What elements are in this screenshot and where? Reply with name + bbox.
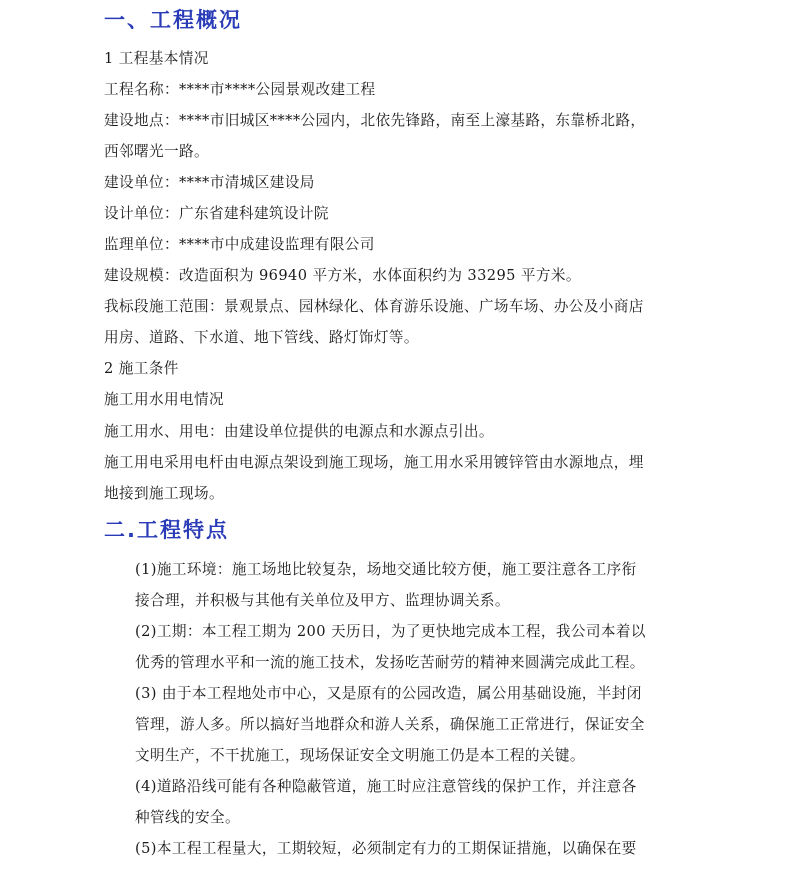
location-line-2: 西邻曙光一路。 <box>104 143 209 160</box>
subsection-title-conditions: 2 施工条件 <box>104 360 179 377</box>
feature-item-line: (4)道路沿线可能有各种隐蔽管道，施工时应注意管线的保护工作，并注意各 <box>135 778 637 795</box>
client-line: 建设单位：****市清城区建设局 <box>104 174 315 191</box>
water-power-line: 施工用水、用电：由建设单位提供的电源点和水源点引出。 <box>104 423 494 440</box>
feature-item-line: 种管线的安全。 <box>135 809 240 826</box>
feature-item-line: 文明生产，不干扰施工，现场保证安全文明施工仍是本工程的关键。 <box>135 747 585 764</box>
feature-item-line: (1)施工环境：施工场地比较复杂，场地交通比较方便，施工要注意各工序衔 <box>135 561 637 578</box>
scope-line-1: 我标段施工范围：景观景点、园林绿化、体育游乐设施、广场车场、办公及小商店 <box>104 298 644 315</box>
section-heading-features: 二.工程特点 <box>104 518 229 542</box>
section-heading-overview: 一、工程概况 <box>104 8 242 32</box>
scale-line: 建设规模：改造面积为 96940 平方米，水体面积约为 33295 平方米。 <box>104 267 581 284</box>
feature-item-line: (5)本工程工程量大，工期较短，必须制定有力的工期保证措施，以确保在要 <box>135 840 637 857</box>
feature-item-line: (3) 由于本工程地处市中心，又是原有的公园改造，属公用基础设施，半封闭 <box>135 685 642 702</box>
designer-line: 设计单位：广东省建科建筑设计院 <box>104 205 329 222</box>
power-line-1: 施工用电采用电杆由电源点架设到施工现场，施工用水采用镀锌管由水源地点，埋 <box>104 454 644 471</box>
power-line-2: 地接到施工现场。 <box>104 485 224 502</box>
feature-item-line: 接合理，并积极与其他有关单位及甲方、监理协调关系。 <box>135 592 510 609</box>
supervisor-line: 监理单位：****市中成建设监理有限公司 <box>104 236 375 253</box>
subsection-title-basic-info: 1 工程基本情况 <box>104 50 209 67</box>
location-line-1: 建设地点：****市旧城区****公园内，北依先锋路，南至上濠基路，东靠桥北路， <box>104 112 646 129</box>
scope-line-2: 用房、道路、下水道、地下管线、路灯饰灯等。 <box>104 329 419 346</box>
feature-item-line: (2)工期：本工程工期为 200 天历日，为了更快地完成本工程，我公司本着以 <box>135 623 646 640</box>
feature-item-line: 优秀的管理水平和一流的施工技术，发扬吃苦耐劳的精神来圆满完成此工程。 <box>135 654 645 671</box>
project-name-line: 工程名称：****市****公园景观改建工程 <box>104 81 376 98</box>
feature-item-line: 管理，游人多。所以搞好当地群众和游人关系，确保施工正常进行，保证安全 <box>135 716 645 733</box>
water-power-title: 施工用水用电情况 <box>104 391 224 408</box>
